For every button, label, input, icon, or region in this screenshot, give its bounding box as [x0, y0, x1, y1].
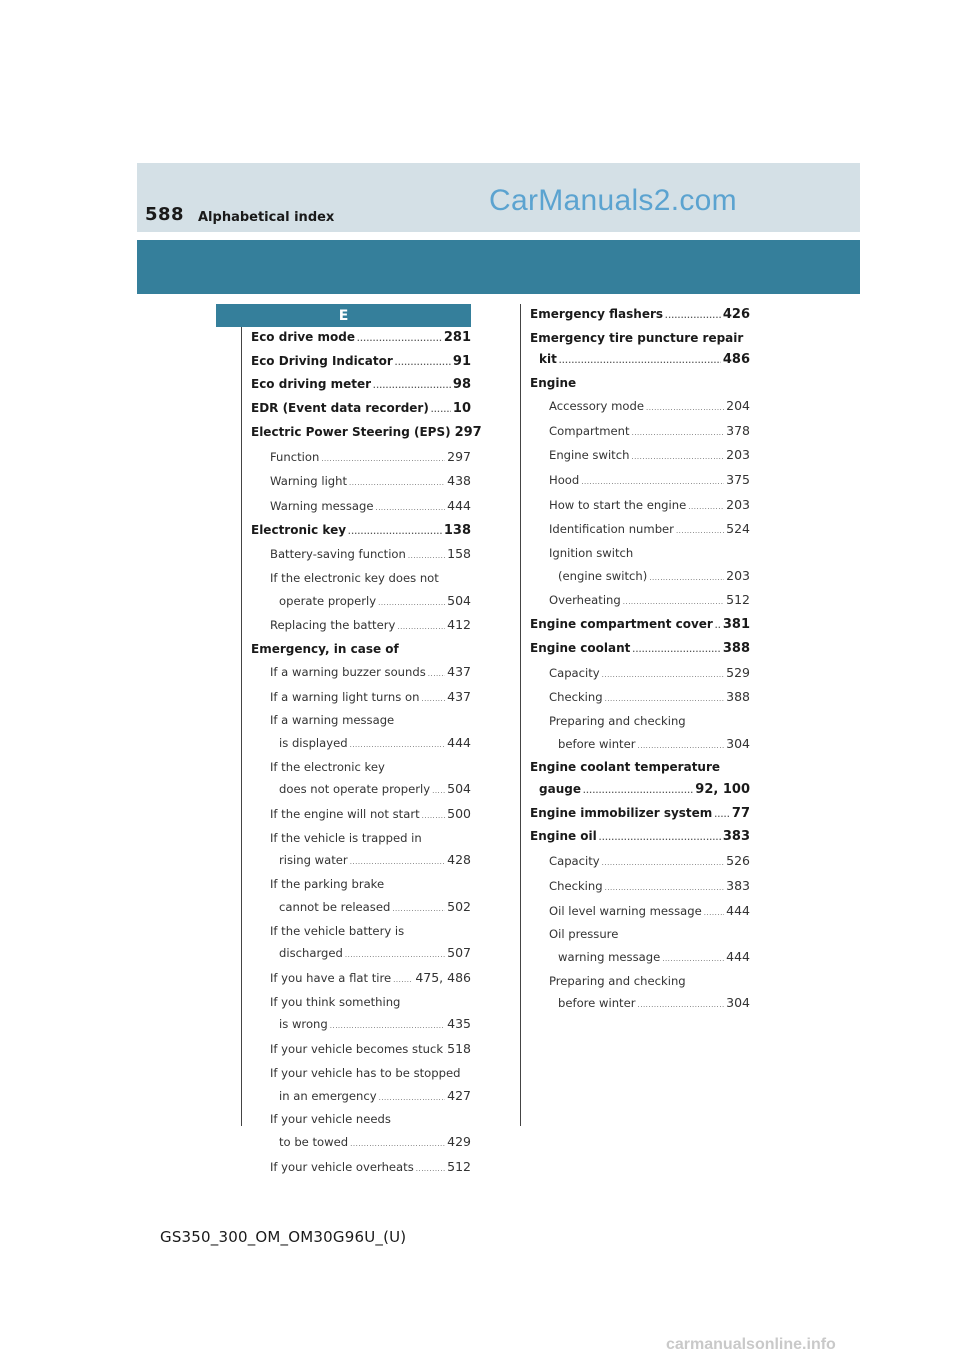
leader-dots	[350, 735, 446, 757]
leader-dots	[349, 473, 445, 495]
index-entry[interactable]	[530, 850, 750, 875]
entry-page[interactable]: 486	[722, 352, 750, 368]
entry-term: Electronic key	[251, 522, 347, 537]
entry-term: warning message	[558, 949, 661, 964]
leader-dots	[350, 852, 445, 874]
entry-term: If you have a flat tire	[270, 970, 392, 985]
leader-dots	[581, 472, 724, 494]
index-entry[interactable]	[530, 349, 750, 373]
index-entry[interactable]	[251, 543, 471, 568]
index-entry[interactable]	[530, 373, 750, 395]
index-column-right	[530, 304, 750, 1017]
index-entry[interactable]	[251, 422, 482, 446]
entry-term: in an emergency	[279, 1088, 377, 1103]
index-entry[interactable]	[530, 469, 750, 494]
entry-term: Engine compartment cover	[530, 617, 713, 632]
entry-page[interactable]: 158	[447, 546, 471, 562]
entry-page[interactable]: 381	[722, 617, 750, 633]
leader-dots	[393, 970, 413, 992]
index-entry[interactable]	[530, 662, 750, 687]
index-entry[interactable]	[530, 757, 750, 779]
entry-page[interactable]: 375	[726, 471, 750, 487]
entry-term: before winter	[558, 996, 636, 1011]
entry-term: If a warning light turns on	[270, 689, 420, 704]
leader-dots	[408, 546, 445, 568]
entry-page[interactable]: 297	[447, 448, 471, 464]
index-entry[interactable]	[530, 733, 750, 758]
entry-page[interactable]: 383	[726, 877, 750, 893]
entry-page[interactable]: 526	[726, 853, 750, 869]
index-entry[interactable]	[530, 779, 750, 803]
index-entry[interactable]	[251, 1131, 471, 1156]
index-entry[interactable]	[530, 875, 750, 900]
leader-dots	[649, 568, 724, 590]
entry-page[interactable]: 518	[447, 1041, 471, 1057]
entry-page[interactable]: 429	[447, 1133, 471, 1149]
entry-term: Engine	[530, 376, 577, 391]
index-entry[interactable]	[251, 1085, 471, 1110]
index-entry[interactable]	[251, 520, 471, 544]
entry-page[interactable]: 412	[447, 617, 471, 633]
entry-term: before winter	[558, 736, 636, 751]
entry-term: If a warning buzzer sounds	[270, 664, 426, 679]
leader-dots	[431, 400, 451, 422]
center-divider	[520, 304, 521, 1126]
leader-dots	[379, 1088, 446, 1110]
leader-dots	[704, 903, 724, 925]
entry-page[interactable]: 281	[443, 330, 471, 345]
entry-term: Overheating	[549, 593, 621, 608]
index-entry[interactable]	[251, 849, 471, 874]
index-entry[interactable]	[251, 757, 471, 779]
entry-term: EDR (Event data recorder)	[251, 401, 429, 416]
entry-term: Replacing the battery	[270, 618, 396, 633]
leader-dots	[632, 640, 720, 662]
entry-term: does not operate properly	[279, 782, 431, 797]
entry-page[interactable]: 438	[447, 473, 471, 489]
watermark: CarManuals2.com	[489, 184, 737, 217]
leader-dots	[676, 521, 724, 543]
entry-term: Preparing and checking	[549, 713, 686, 728]
index-entry[interactable]	[530, 304, 750, 328]
leader-dots	[397, 617, 445, 639]
entry-page[interactable]: 426	[722, 307, 750, 322]
entry-page[interactable]: 378	[726, 422, 750, 438]
index-entry[interactable]	[251, 778, 471, 803]
right-entry-list	[530, 304, 750, 1017]
entry-page[interactable]: 138	[443, 522, 471, 538]
entry-term: If the vehicle battery is	[270, 923, 405, 938]
entry-page[interactable]: 475, 486	[415, 969, 471, 985]
leader-dots	[421, 689, 445, 711]
index-entry[interactable]	[530, 395, 750, 420]
index-column-left	[251, 304, 482, 1180]
leader-dots	[330, 1016, 445, 1038]
entry-term: rising water	[279, 853, 348, 868]
entry-term: Hood	[549, 472, 580, 487]
entry-page[interactable]: 437	[447, 688, 471, 704]
index-entry[interactable]	[251, 967, 471, 992]
entry-term: Engine oil	[530, 829, 597, 844]
entry-term: is wrong	[279, 1017, 328, 1032]
entry-page[interactable]: 444	[726, 902, 750, 918]
index-entry[interactable]	[530, 686, 750, 711]
entry-page[interactable]: 427	[447, 1087, 471, 1103]
index-entry[interactable]	[251, 942, 471, 967]
leader-dots	[345, 945, 445, 967]
entry-page[interactable]: 500	[447, 806, 471, 822]
leader-dots	[605, 689, 725, 711]
index-entry[interactable]	[251, 921, 471, 943]
entry-term: Engine coolant	[530, 640, 631, 655]
index-entry[interactable]	[530, 900, 750, 925]
index-entry[interactable]	[251, 1013, 471, 1038]
index-entry[interactable]	[530, 565, 750, 590]
leader-dots	[375, 498, 445, 520]
entry-term: If your vehicle overheats	[270, 1159, 414, 1174]
entry-term: gauge	[539, 782, 581, 797]
leader-dots	[559, 351, 721, 373]
index-entry[interactable]	[251, 470, 471, 495]
entry-term: to be towed	[279, 1134, 349, 1149]
section-title: Alphabetical index	[198, 210, 335, 225]
index-entry[interactable]	[251, 874, 471, 896]
index-entry[interactable]	[251, 327, 471, 351]
entry-term: Capacity	[549, 854, 600, 869]
entry-term: Warning message	[270, 498, 374, 513]
entry-page[interactable]: 203	[726, 447, 750, 463]
leader-dots	[623, 592, 724, 614]
index-entry[interactable]	[251, 1038, 471, 1063]
entry-term: Electric Power Steering (EPS)	[251, 424, 451, 439]
entry-page[interactable]: 77	[731, 805, 750, 821]
entry-page[interactable]: 437	[447, 663, 471, 679]
entry-page[interactable]: 383	[722, 829, 750, 845]
index-entry[interactable]	[530, 924, 750, 946]
index-entry[interactable]	[530, 328, 750, 350]
entry-page[interactable]: 504	[447, 592, 471, 608]
entry-term: kit	[539, 352, 557, 367]
entry-term: operate properly	[279, 593, 377, 608]
entry-term: Eco driving meter	[251, 377, 372, 392]
index-entry[interactable]	[530, 518, 750, 543]
entry-page[interactable]: 388	[722, 640, 750, 656]
leader-dots	[665, 306, 721, 328]
entry-page[interactable]: 92, 100	[695, 782, 750, 798]
left-entry-list	[251, 327, 482, 1180]
leader-dots	[321, 449, 445, 471]
index-entry[interactable]	[251, 1156, 471, 1181]
entry-page[interactable]: 512	[726, 592, 750, 608]
index-entry[interactable]	[530, 494, 750, 519]
leader-dots	[422, 806, 446, 828]
index-entry[interactable]	[251, 1063, 471, 1085]
index-entry[interactable]	[530, 444, 750, 469]
entry-term: is displayed	[279, 735, 348, 750]
entry-term: If the vehicle is trapped in	[270, 830, 422, 845]
index-entry[interactable]	[251, 446, 471, 471]
entry-term: Eco drive mode	[251, 330, 355, 344]
entry-term: Warning light	[270, 474, 348, 489]
index-entry[interactable]	[251, 661, 471, 686]
leader-dots	[583, 781, 693, 803]
index-entry[interactable]	[251, 590, 471, 615]
index-entry[interactable]	[251, 495, 471, 520]
index-entry[interactable]	[251, 828, 471, 850]
entry-term: Emergency, in case of	[251, 642, 399, 657]
entry-term: Oil pressure	[549, 927, 619, 942]
leader-dots	[605, 878, 725, 900]
leader-dots	[416, 1159, 445, 1181]
leader-dots	[602, 853, 724, 875]
leader-dots	[428, 664, 445, 686]
entry-page[interactable]: 524	[726, 521, 750, 537]
index-entry[interactable]	[251, 992, 471, 1014]
entry-term: Capacity	[549, 665, 600, 680]
left-divider	[241, 304, 242, 1126]
leader-dots	[373, 376, 451, 398]
leader-dots	[602, 665, 724, 687]
entry-page[interactable]: 444	[726, 948, 750, 964]
index-entry[interactable]	[251, 732, 471, 757]
index-entry[interactable]	[251, 710, 471, 732]
index-entry[interactable]	[251, 374, 471, 398]
entry-term: cannot be released	[279, 899, 391, 914]
entry-page[interactable]: 203	[726, 567, 750, 583]
index-entry[interactable]	[251, 1109, 471, 1131]
entry-term: If the electronic key does not	[270, 571, 439, 586]
page-number: 588	[145, 204, 185, 225]
section-letter: E	[216, 304, 471, 327]
leader-dots	[688, 497, 724, 519]
entry-page[interactable]: 502	[447, 898, 471, 914]
entry-term: Battery-saving function	[270, 547, 406, 562]
index-entry[interactable]	[530, 992, 750, 1017]
index-entry[interactable]	[251, 568, 471, 590]
entry-page[interactable]: 529	[726, 664, 750, 680]
entry-page[interactable]: 444	[447, 497, 471, 513]
entry-page[interactable]: 91	[452, 353, 471, 369]
leader-dots	[432, 781, 445, 803]
entry-page[interactable]: 98	[452, 377, 471, 393]
index-entry[interactable]	[530, 589, 750, 614]
index-entry[interactable]	[251, 614, 471, 639]
entry-term: Oil level warning message	[549, 903, 702, 918]
leader-dots	[714, 805, 730, 827]
index-entry[interactable]	[251, 639, 471, 661]
leader-dots	[392, 899, 445, 921]
index-entry[interactable]	[251, 398, 471, 422]
entry-term: Accessory mode	[549, 398, 644, 413]
entry-term: Eco Driving Indicator	[251, 353, 393, 368]
entry-term: Checking	[549, 690, 603, 705]
entry-term: Checking	[549, 878, 603, 893]
entry-term: If you think something	[270, 994, 401, 1009]
index-entry[interactable]	[530, 971, 750, 993]
entry-term: Compartment	[549, 423, 630, 438]
leader-dots	[631, 447, 724, 469]
leader-dots	[715, 616, 721, 638]
entry-page[interactable]: 203	[726, 496, 750, 512]
entry-page[interactable]: 507	[447, 945, 471, 961]
header-band	[137, 240, 860, 294]
entry-term: How to start the engine	[549, 497, 687, 512]
entry-page[interactable]: 304	[726, 995, 750, 1011]
entry-term: If your vehicle needs	[270, 1112, 391, 1127]
leader-dots	[662, 949, 724, 971]
entry-term: If the electronic key	[270, 759, 385, 774]
index-entry[interactable]	[530, 420, 750, 445]
entry-term: If a warning message	[270, 713, 395, 728]
leader-dots	[638, 736, 725, 758]
index-entry[interactable]	[530, 638, 750, 662]
leader-dots	[357, 329, 442, 351]
entry-term: If the parking brake	[270, 877, 385, 892]
leader-dots	[395, 353, 451, 375]
entry-term: Preparing and checking	[549, 973, 686, 988]
entry-page[interactable]: 512	[447, 1158, 471, 1174]
entry-page[interactable]: 428	[447, 852, 471, 868]
index-entry[interactable]	[530, 543, 750, 565]
index-entry[interactable]	[251, 803, 471, 828]
leader-dots	[638, 995, 725, 1017]
entry-page[interactable]: 10	[452, 401, 471, 417]
leader-dots	[599, 828, 721, 850]
entry-page[interactable]: 304	[726, 735, 750, 751]
index-entry[interactable]	[251, 686, 471, 711]
entry-page[interactable]: 435	[447, 1016, 471, 1032]
model-code: GS350_300_OM_OM30G96U_(U)	[160, 1228, 407, 1246]
index-entry[interactable]	[530, 614, 750, 638]
leader-dots	[646, 398, 724, 420]
entry-term: Engine switch	[549, 448, 630, 463]
entry-page[interactable]: 388	[726, 689, 750, 705]
index-entry[interactable]	[530, 711, 750, 733]
index-entry[interactable]	[251, 896, 471, 921]
leader-dots	[632, 423, 725, 445]
entry-term: Emergency flashers	[530, 307, 664, 321]
entry-term: Ignition switch	[549, 546, 634, 561]
leader-dots	[348, 522, 442, 544]
leader-dots	[378, 593, 445, 615]
entry-term: Engine coolant temperature	[530, 760, 721, 775]
index-entry[interactable]	[530, 826, 750, 850]
entry-term: Engine immobilizer system	[530, 805, 713, 820]
entry-term: If the engine will not start	[270, 807, 420, 822]
index-entry[interactable]	[530, 946, 750, 971]
entry-page[interactable]: 504	[447, 781, 471, 797]
entry-page[interactable]: 297	[454, 424, 482, 440]
entry-term: Function	[270, 449, 320, 464]
entry-term: Identification number	[549, 522, 674, 537]
entry-term: (engine switch)	[558, 568, 648, 583]
site-watermark: carmanualsonline.info	[666, 1336, 836, 1353]
index-entry[interactable]	[251, 351, 471, 375]
entry-term: discharged	[279, 946, 343, 961]
entry-page[interactable]: 444	[447, 734, 471, 750]
leader-dots	[350, 1134, 445, 1156]
entry-term: If your vehicle has to be stopped	[270, 1065, 461, 1080]
entry-term: If your vehicle becomes stuck	[270, 1042, 444, 1057]
index-entry[interactable]	[530, 803, 750, 827]
entry-page[interactable]: 204	[726, 397, 750, 413]
entry-term: Emergency tire puncture repair	[530, 330, 744, 345]
